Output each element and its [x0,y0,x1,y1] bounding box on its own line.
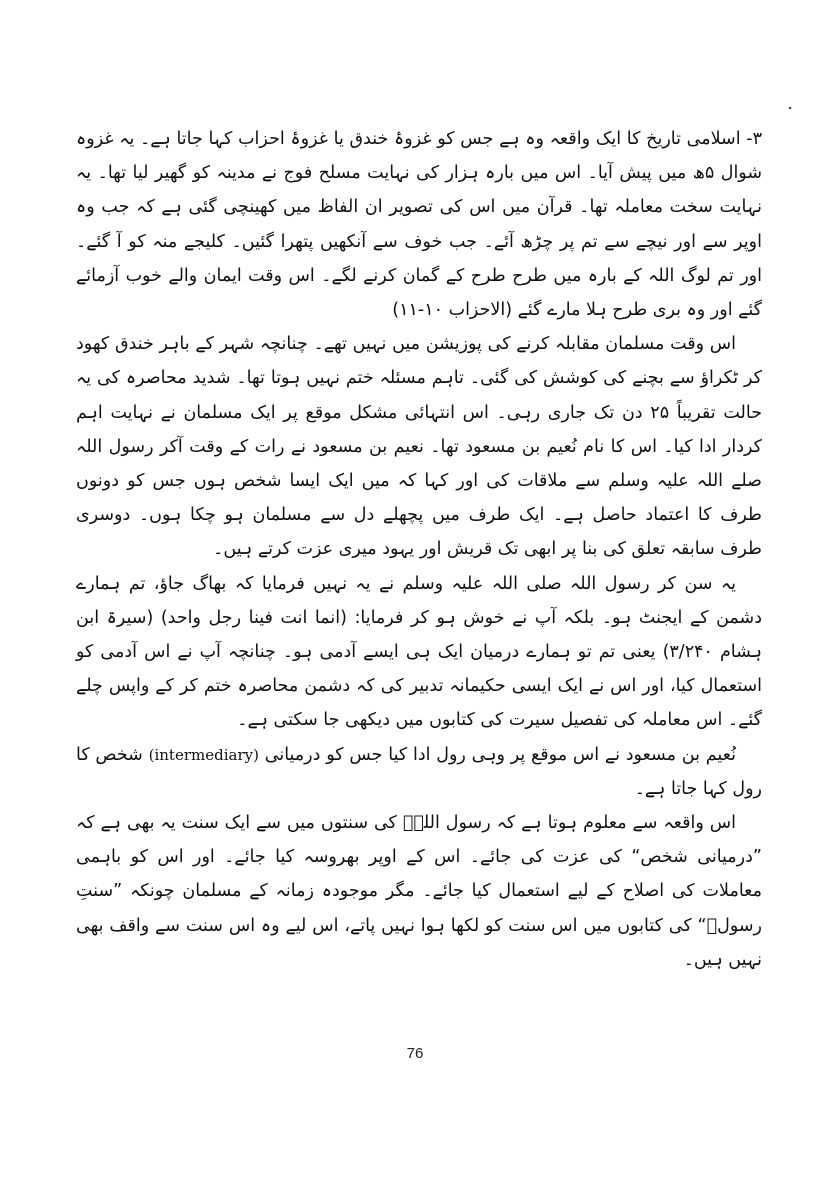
intermediary-text-after: شخص کا رول کہا جاتا ہے۔ [76,744,762,799]
paragraph-muslim-position: اس وقت مسلمان مقابلہ کرنے کی پوزیشن میں نہیں تھے۔ چنانچہ شہر کے باہر خندق کھود کر ٹکراؤ سے بچنے کی کوشش کی گئی۔ تاہم مسئلہ ختم نہیں ہوتا تھا۔ شدید محاصرہ کی یہ حالت تقریباً ۲۵ دن تک جاری رہی۔ اس انتہائی مشکل موقع پر ایک مسلمان نے نہایت اہم کردار ادا کیا۔ اس کا نام نُعیم بن مسعود تھا۔ نعیم بن مسعود نے رات کے وقت آکر رسول اللہ صلے اللہ علیہ وسلم سے ملاقات کی اور کہا کہ میں ایک ایسا شخص ہوں جس کو دونوں طرف کا اعتماد حاصل ہے۔ ایک طرف میں پچھلے دل سے مسلمان ہو چکا ہوں۔ دوسری طرف سابقہ تعلق کی بنا پر ابھی تک قریش اور یہود میری عزت کرتے ہیں۔ [76,334,763,560]
scan-speck [789,107,791,109]
intermediary-latin-term: (intermediary) [148,745,259,764]
paragraph-ghazwa-khandaq: ۳- اسلامی تاریخ کا ایک واقعہ وہ ہے جس کو غزوۂ خندق یا غزوۂ احزاب کہا جاتا ہے۔ یہ غزوہ شوال ۵ھ میں پیش آیا۔ اس میں بارہ ہزار کی نہایت مسلح فوج نے مدینہ کو گھیر لیا تھا۔ یہ نہایت سخت معاملہ تھا۔ قرآن میں اس کی تصویر ان الفاظ میں کھینچی گئی ہے کہ جب وہ اوپر سے اور نیچے سے تم پر چڑھ آئے۔ جب خوف سے آنکھیں پتھرا گئیں۔ کلیجے منہ کو آ گئے۔ اور تم لوگ اللہ کے بارہ میں طرح طرح کے گمان کرنے لگے۔ اس وقت ایمان والے خوب آزمائے گئے اور وہ بری طرح ہلا مارے گئے (الاحزاب ۱۰-۱۱) [76,129,763,321]
intermediary-text-before: نُعیم بن مسعود نے اس موقع پر وہی رول ادا کیا جس کو درمیانی [264,744,736,765]
body-text [76,122,762,977]
paragraph-sunnah-conclusion: اس واقعہ سے معلوم ہوتا ہے کہ رسول اللہؐ کی سنتوں میں سے ایک سنت یہ بھی ہے کہ ”درمیانی شخص“ کی عزت کی جائے۔ اس کے اوپر بھروسہ کیا جائے۔ اور اس کو باہمی معاملات کی اصلاح کے لیے استعمال کیا جائے۔ مگر موجودہ زمانہ کے مسلمان چونکہ ”سنتِ رسولؐ“ کی کتابوں میں اس سنت کو لکھا ہوا نہیں پاتے، اس لیے وہ اس سنت سے واقف بھی نہیں ہیں۔ [76,813,762,970]
paragraph-prophet-response: یہ سن کر رسول اللہ صلی اللہ علیہ وسلم نے یہ نہیں فرمایا کہ بھاگ جاؤ، تم ہمارے دشمن کے ایجنٹ ہو۔ بلکہ آپ نے خوش ہو کر فرمایا: (انما انت فینا رجل واحد) (سیرۃ ابن ہشام ۳/۲۴۰) یعنی تم تو ہمارے درمیان ایک ہی ایسے آدمی ہو۔ چنانچہ آپ نے اس آدمی کو استعمال کیا، اور اس نے ایک ایسی حکیمانہ تدبیر کی کہ دشمن محاصرہ ختم کر کے واپس چلے گئے۔ اس معاملہ کی تفصیل سیرت کی کتابوں میں دیکھی جا سکتی ہے۔ [76,573,762,731]
page-number: 76 [406,1045,424,1062]
paragraph-intermediary [76,738,762,806]
